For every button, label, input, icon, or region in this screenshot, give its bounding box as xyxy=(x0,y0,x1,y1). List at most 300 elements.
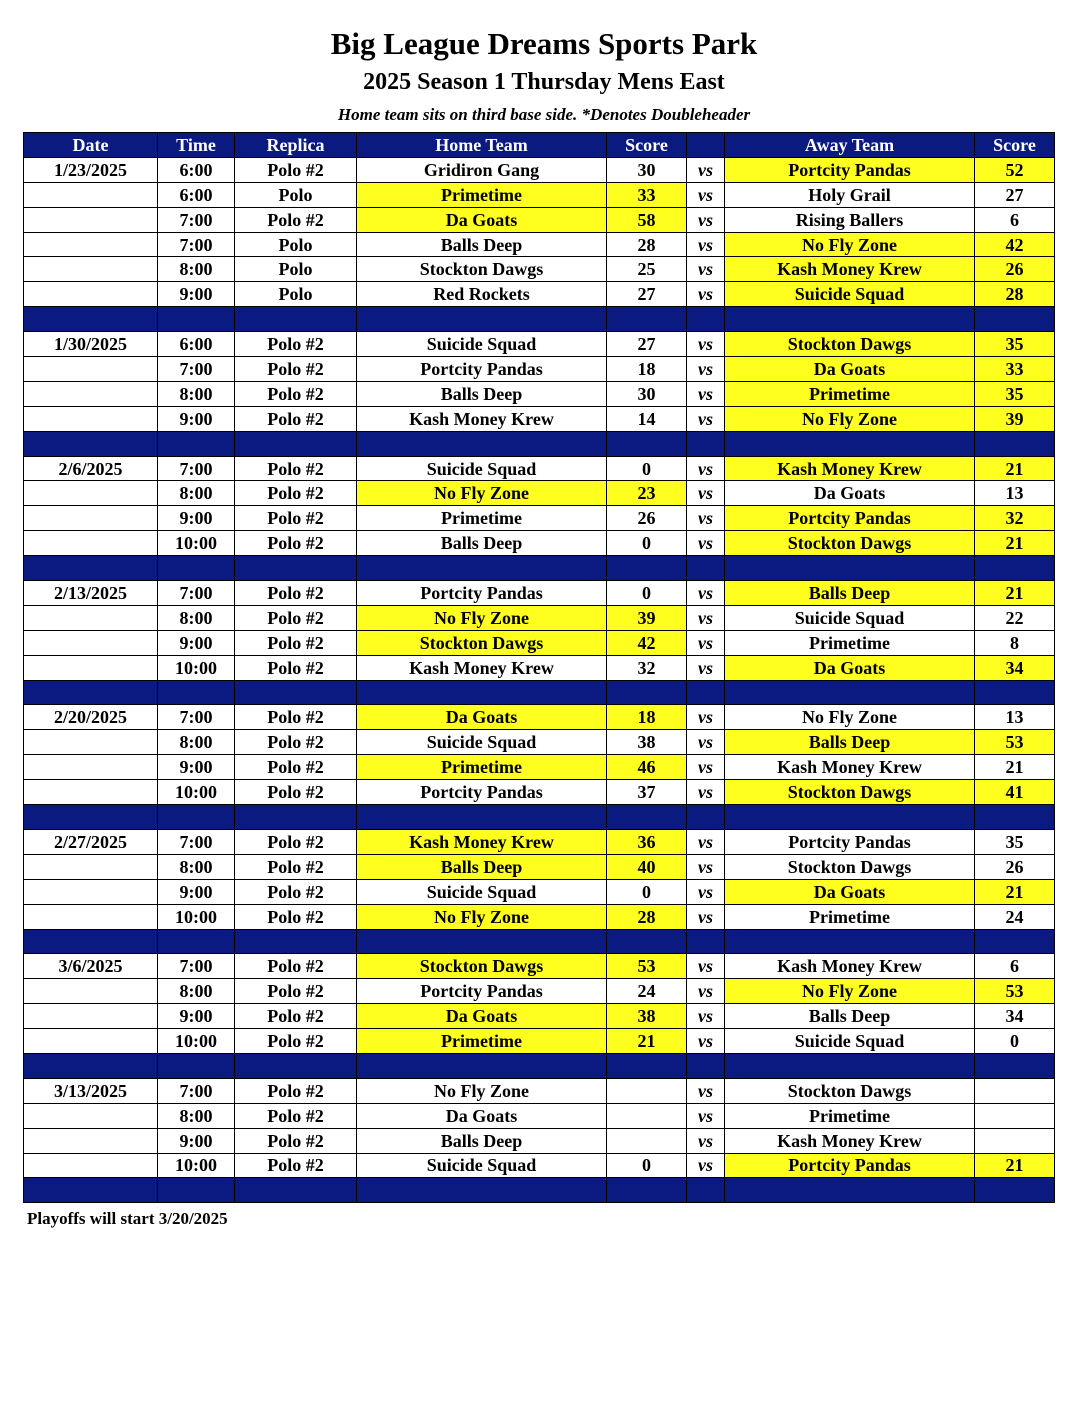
separator-cell xyxy=(235,307,357,332)
table-row xyxy=(24,1004,1055,1029)
home-score: 53 xyxy=(607,954,687,979)
table-row xyxy=(24,581,1055,606)
home-score: 28 xyxy=(607,904,687,929)
game-field: Polo #2 xyxy=(235,1029,357,1054)
game-date xyxy=(24,406,158,431)
table-row xyxy=(24,381,1055,406)
game-date xyxy=(24,381,158,406)
game-time: 10:00 xyxy=(158,655,235,680)
page-subtitle: 2025 Season 1 Thursday Mens East xyxy=(363,69,725,95)
home-score: 27 xyxy=(607,282,687,307)
game-time: 8:00 xyxy=(158,481,235,506)
away-team: No Fly Zone xyxy=(725,406,975,431)
vs-label: vs xyxy=(687,506,725,531)
game-time: 9:00 xyxy=(158,879,235,904)
separator-cell xyxy=(357,431,607,456)
home-team: Da Goats xyxy=(357,207,607,232)
home-score: 30 xyxy=(607,157,687,182)
away-score: 21 xyxy=(975,879,1055,904)
game-date: 2/13/2025 xyxy=(24,581,158,606)
vs-label: vs xyxy=(687,1029,725,1054)
game-field: Polo #2 xyxy=(235,854,357,879)
vs-label: vs xyxy=(687,730,725,755)
separator-cell xyxy=(357,680,607,705)
home-score: 30 xyxy=(607,381,687,406)
game-date xyxy=(24,282,158,307)
away-score: 6 xyxy=(975,207,1055,232)
home-team: Kash Money Krew xyxy=(357,829,607,854)
table-row xyxy=(24,605,1055,630)
separator-cell xyxy=(975,307,1055,332)
away-score: 32 xyxy=(975,506,1055,531)
game-field: Polo #2 xyxy=(235,954,357,979)
separator-cell xyxy=(24,431,158,456)
week-separator-row xyxy=(24,431,1055,456)
game-time: 8:00 xyxy=(158,605,235,630)
week-separator-row xyxy=(24,805,1055,830)
vs-label: vs xyxy=(687,456,725,481)
game-time: 10:00 xyxy=(158,904,235,929)
separator-cell xyxy=(725,805,975,830)
game-field: Polo #2 xyxy=(235,1128,357,1153)
game-time: 8:00 xyxy=(158,1103,235,1128)
game-field: Polo #2 xyxy=(235,1153,357,1178)
game-date xyxy=(24,232,158,257)
away-score: 0 xyxy=(975,1029,1055,1054)
home-score: 32 xyxy=(607,655,687,680)
week-separator-row xyxy=(24,929,1055,954)
game-date xyxy=(24,1103,158,1128)
away-team: Kash Money Krew xyxy=(725,755,975,780)
game-field: Polo #2 xyxy=(235,879,357,904)
away-score: 22 xyxy=(975,605,1055,630)
table-row xyxy=(24,282,1055,307)
game-date xyxy=(24,182,158,207)
home-team: Suicide Squad xyxy=(357,879,607,904)
separator-cell xyxy=(687,1178,725,1203)
schedule-body xyxy=(24,157,1055,1202)
separator-cell xyxy=(687,431,725,456)
game-date xyxy=(24,755,158,780)
away-score: 21 xyxy=(975,755,1055,780)
vs-label: vs xyxy=(687,605,725,630)
separator-cell xyxy=(158,805,235,830)
game-time: 8:00 xyxy=(158,854,235,879)
away-team: Da Goats xyxy=(725,481,975,506)
home-score: 0 xyxy=(607,879,687,904)
game-field: Polo #2 xyxy=(235,531,357,556)
separator-cell xyxy=(158,431,235,456)
table-row xyxy=(24,755,1055,780)
home-score: 38 xyxy=(607,1004,687,1029)
game-field: Polo #2 xyxy=(235,829,357,854)
separator-cell xyxy=(975,929,1055,954)
away-team: Balls Deep xyxy=(725,1004,975,1029)
separator-cell xyxy=(24,1053,158,1078)
col-header-replica: Replica xyxy=(235,133,357,158)
game-field: Polo xyxy=(235,232,357,257)
away-score: 42 xyxy=(975,232,1055,257)
game-time: 7:00 xyxy=(158,705,235,730)
separator-cell xyxy=(158,929,235,954)
game-field: Polo #2 xyxy=(235,406,357,431)
home-team: Portcity Pandas xyxy=(357,979,607,1004)
table-row xyxy=(24,1153,1055,1178)
table-row xyxy=(24,630,1055,655)
game-time: 6:00 xyxy=(158,157,235,182)
game-time: 9:00 xyxy=(158,1004,235,1029)
home-team: Kash Money Krew xyxy=(357,655,607,680)
table-row xyxy=(24,954,1055,979)
game-date xyxy=(24,904,158,929)
home-team: Suicide Squad xyxy=(357,730,607,755)
away-score: 6 xyxy=(975,954,1055,979)
table-row xyxy=(24,481,1055,506)
separator-cell xyxy=(975,1178,1055,1203)
game-field: Polo #2 xyxy=(235,780,357,805)
away-score: 21 xyxy=(975,531,1055,556)
game-field: Polo xyxy=(235,257,357,282)
vs-label: vs xyxy=(687,1103,725,1128)
game-date xyxy=(24,506,158,531)
col-header-time: Time xyxy=(158,133,235,158)
separator-cell xyxy=(975,556,1055,581)
away-team: No Fly Zone xyxy=(725,232,975,257)
home-team: Portcity Pandas xyxy=(357,357,607,382)
week-separator-row xyxy=(24,307,1055,332)
vs-label: vs xyxy=(687,1078,725,1103)
away-score: 28 xyxy=(975,282,1055,307)
separator-cell xyxy=(725,307,975,332)
home-team: No Fly Zone xyxy=(357,605,607,630)
home-team: Suicide Squad xyxy=(357,332,607,357)
game-field: Polo #2 xyxy=(235,605,357,630)
separator-cell xyxy=(24,680,158,705)
home-team: Portcity Pandas xyxy=(357,780,607,805)
home-team-note: Home team sits on third base side. *Denotes Doubleheader xyxy=(337,105,751,124)
game-field: Polo #2 xyxy=(235,207,357,232)
vs-label: vs xyxy=(687,332,725,357)
away-score: 35 xyxy=(975,381,1055,406)
col-header-home-score: Score xyxy=(607,133,687,158)
game-field: Polo #2 xyxy=(235,456,357,481)
game-date xyxy=(24,854,158,879)
page-title: Big League Dreams Sports Park xyxy=(330,26,758,61)
game-field: Polo xyxy=(235,182,357,207)
away-score: 21 xyxy=(975,581,1055,606)
home-team: Suicide Squad xyxy=(357,456,607,481)
away-team: Primetime xyxy=(725,630,975,655)
home-score xyxy=(607,1103,687,1128)
game-field: Polo #2 xyxy=(235,705,357,730)
vs-label: vs xyxy=(687,282,725,307)
away-team: Stockton Dawgs xyxy=(725,531,975,556)
away-team: Stockton Dawgs xyxy=(725,854,975,879)
away-team: Primetime xyxy=(725,381,975,406)
table-row xyxy=(24,1128,1055,1153)
away-team: Rising Ballers xyxy=(725,207,975,232)
away-team: Suicide Squad xyxy=(725,1029,975,1054)
home-team: Primetime xyxy=(357,755,607,780)
separator-cell xyxy=(235,1178,357,1203)
away-team: Portcity Pandas xyxy=(725,506,975,531)
home-team: Gridiron Gang xyxy=(357,157,607,182)
separator-cell xyxy=(607,805,687,830)
game-time: 10:00 xyxy=(158,1153,235,1178)
playoffs-note: Playoffs will start 3/20/2025 xyxy=(27,1209,228,1228)
home-score: 26 xyxy=(607,506,687,531)
separator-cell xyxy=(607,929,687,954)
table-row xyxy=(24,730,1055,755)
game-date: 2/6/2025 xyxy=(24,456,158,481)
separator-cell xyxy=(158,680,235,705)
vs-label: vs xyxy=(687,655,725,680)
separator-cell xyxy=(975,805,1055,830)
table-row xyxy=(24,1078,1055,1103)
game-date xyxy=(24,780,158,805)
game-time: 6:00 xyxy=(158,332,235,357)
table-row xyxy=(24,157,1055,182)
separator-cell xyxy=(24,556,158,581)
away-team: Da Goats xyxy=(725,655,975,680)
away-score: 13 xyxy=(975,481,1055,506)
separator-cell xyxy=(687,1053,725,1078)
separator-cell xyxy=(687,556,725,581)
game-time: 7:00 xyxy=(158,1078,235,1103)
separator-cell xyxy=(158,307,235,332)
away-score: 24 xyxy=(975,904,1055,929)
game-date: 3/6/2025 xyxy=(24,954,158,979)
game-time: 10:00 xyxy=(158,531,235,556)
table-row xyxy=(24,207,1055,232)
home-score: 25 xyxy=(607,257,687,282)
away-score: 13 xyxy=(975,705,1055,730)
game-date xyxy=(24,207,158,232)
home-team: No Fly Zone xyxy=(357,481,607,506)
game-field: Polo #2 xyxy=(235,506,357,531)
home-score: 24 xyxy=(607,979,687,1004)
home-score: 0 xyxy=(607,1153,687,1178)
away-score: 53 xyxy=(975,730,1055,755)
away-score: 26 xyxy=(975,854,1055,879)
game-time: 8:00 xyxy=(158,381,235,406)
home-team: Primetime xyxy=(357,506,607,531)
away-score: 52 xyxy=(975,157,1055,182)
away-score: 35 xyxy=(975,829,1055,854)
home-team: Da Goats xyxy=(357,1004,607,1029)
game-date xyxy=(24,1128,158,1153)
home-score: 23 xyxy=(607,481,687,506)
game-field: Polo #2 xyxy=(235,755,357,780)
away-team: Kash Money Krew xyxy=(725,1128,975,1153)
away-team: Stockton Dawgs xyxy=(725,332,975,357)
vs-label: vs xyxy=(687,381,725,406)
game-field: Polo #2 xyxy=(235,630,357,655)
table-row xyxy=(24,1103,1055,1128)
game-date xyxy=(24,357,158,382)
home-score xyxy=(607,1128,687,1153)
table-row xyxy=(24,829,1055,854)
home-score: 14 xyxy=(607,406,687,431)
separator-cell xyxy=(357,805,607,830)
game-date: 2/27/2025 xyxy=(24,829,158,854)
week-separator-row xyxy=(24,1178,1055,1203)
vs-label: vs xyxy=(687,182,725,207)
game-date xyxy=(24,979,158,1004)
table-row xyxy=(24,531,1055,556)
separator-cell xyxy=(725,1053,975,1078)
away-team: Da Goats xyxy=(725,879,975,904)
table-row xyxy=(24,406,1055,431)
game-time: 7:00 xyxy=(158,232,235,257)
game-date xyxy=(24,531,158,556)
away-team: Balls Deep xyxy=(725,581,975,606)
vs-label: vs xyxy=(687,357,725,382)
home-score: 0 xyxy=(607,531,687,556)
home-team: Balls Deep xyxy=(357,531,607,556)
game-date xyxy=(24,730,158,755)
away-score: 8 xyxy=(975,630,1055,655)
separator-cell xyxy=(725,1178,975,1203)
separator-cell xyxy=(235,431,357,456)
table-row xyxy=(24,879,1055,904)
game-field: Polo #2 xyxy=(235,1078,357,1103)
game-date xyxy=(24,1029,158,1054)
game-date: 1/23/2025 xyxy=(24,157,158,182)
separator-cell xyxy=(158,1178,235,1203)
home-team: Primetime xyxy=(357,1029,607,1054)
home-score: 40 xyxy=(607,854,687,879)
game-field: Polo xyxy=(235,282,357,307)
vs-label: vs xyxy=(687,705,725,730)
game-time: 9:00 xyxy=(158,282,235,307)
away-score: 35 xyxy=(975,332,1055,357)
game-time: 10:00 xyxy=(158,1029,235,1054)
game-time: 10:00 xyxy=(158,780,235,805)
game-time: 7:00 xyxy=(158,207,235,232)
separator-cell xyxy=(24,929,158,954)
away-team: Kash Money Krew xyxy=(725,456,975,481)
away-score xyxy=(975,1128,1055,1153)
game-field: Polo #2 xyxy=(235,381,357,406)
game-time: 9:00 xyxy=(158,630,235,655)
game-date: 3/13/2025 xyxy=(24,1078,158,1103)
vs-label: vs xyxy=(687,904,725,929)
home-team: Da Goats xyxy=(357,1103,607,1128)
home-score: 33 xyxy=(607,182,687,207)
away-team: Suicide Squad xyxy=(725,605,975,630)
table-row xyxy=(24,705,1055,730)
away-team: Portcity Pandas xyxy=(725,829,975,854)
game-date xyxy=(24,481,158,506)
home-team: Balls Deep xyxy=(357,854,607,879)
away-score: 34 xyxy=(975,1004,1055,1029)
game-field: Polo #2 xyxy=(235,332,357,357)
table-row xyxy=(24,357,1055,382)
away-team: Balls Deep xyxy=(725,730,975,755)
game-field: Polo #2 xyxy=(235,1004,357,1029)
home-team: Stockton Dawgs xyxy=(357,954,607,979)
game-time: 6:00 xyxy=(158,182,235,207)
game-time: 9:00 xyxy=(158,755,235,780)
week-separator-row xyxy=(24,680,1055,705)
table-row xyxy=(24,456,1055,481)
away-team: No Fly Zone xyxy=(725,705,975,730)
vs-label: vs xyxy=(687,1153,725,1178)
away-team: No Fly Zone xyxy=(725,979,975,1004)
home-team: Suicide Squad xyxy=(357,1153,607,1178)
separator-cell xyxy=(24,805,158,830)
vs-label: vs xyxy=(687,1004,725,1029)
game-date xyxy=(24,1004,158,1029)
separator-cell xyxy=(975,680,1055,705)
separator-cell xyxy=(607,1178,687,1203)
vs-label: vs xyxy=(687,979,725,1004)
home-team: No Fly Zone xyxy=(357,904,607,929)
away-score: 39 xyxy=(975,406,1055,431)
week-separator-row xyxy=(24,556,1055,581)
home-score: 58 xyxy=(607,207,687,232)
separator-cell xyxy=(607,1053,687,1078)
home-team: Primetime xyxy=(357,182,607,207)
home-score: 37 xyxy=(607,780,687,805)
game-field: Polo #2 xyxy=(235,581,357,606)
away-score: 27 xyxy=(975,182,1055,207)
game-date: 1/30/2025 xyxy=(24,332,158,357)
game-date: 2/20/2025 xyxy=(24,705,158,730)
away-score: 34 xyxy=(975,655,1055,680)
vs-label: vs xyxy=(687,481,725,506)
away-team: Stockton Dawgs xyxy=(725,780,975,805)
separator-cell xyxy=(687,307,725,332)
vs-label: vs xyxy=(687,207,725,232)
separator-cell xyxy=(725,431,975,456)
home-score: 42 xyxy=(607,630,687,655)
game-time: 8:00 xyxy=(158,730,235,755)
vs-label: vs xyxy=(687,581,725,606)
game-time: 7:00 xyxy=(158,581,235,606)
game-time: 7:00 xyxy=(158,357,235,382)
away-score: 21 xyxy=(975,1153,1055,1178)
home-team: Portcity Pandas xyxy=(357,581,607,606)
away-team: Holy Grail xyxy=(725,182,975,207)
separator-cell xyxy=(607,431,687,456)
vs-label: vs xyxy=(687,879,725,904)
col-header-vs xyxy=(687,133,725,158)
game-date xyxy=(24,879,158,904)
separator-cell xyxy=(235,1053,357,1078)
game-field: Polo #2 xyxy=(235,904,357,929)
vs-label: vs xyxy=(687,406,725,431)
vs-label: vs xyxy=(687,630,725,655)
game-field: Polo #2 xyxy=(235,481,357,506)
separator-cell xyxy=(975,431,1055,456)
away-team: Kash Money Krew xyxy=(725,954,975,979)
game-date xyxy=(24,630,158,655)
vs-label: vs xyxy=(687,829,725,854)
home-score: 18 xyxy=(607,357,687,382)
away-score xyxy=(975,1103,1055,1128)
away-score: 26 xyxy=(975,257,1055,282)
away-score xyxy=(975,1078,1055,1103)
separator-cell xyxy=(24,1178,158,1203)
game-time: 7:00 xyxy=(158,456,235,481)
home-score: 27 xyxy=(607,332,687,357)
away-team: Stockton Dawgs xyxy=(725,1078,975,1103)
home-score: 38 xyxy=(607,730,687,755)
col-header-date: Date xyxy=(24,133,158,158)
separator-cell xyxy=(687,680,725,705)
